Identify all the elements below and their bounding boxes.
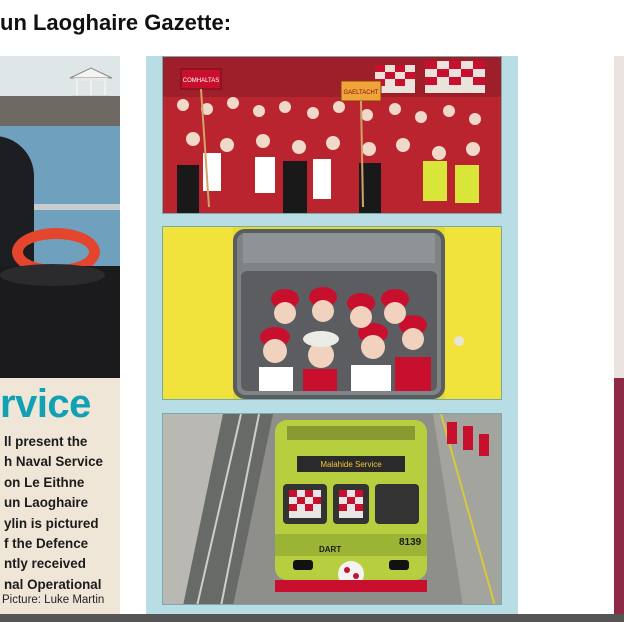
photo-column bbox=[146, 56, 518, 614]
crowd-illustration bbox=[163, 57, 502, 214]
article-body bbox=[4, 432, 120, 595]
dart-train-photo bbox=[162, 413, 502, 605]
article-line: ylin is pictured bbox=[4, 515, 99, 531]
banner-text: COMHALTAS bbox=[182, 78, 220, 84]
article-line: ntly received bbox=[4, 556, 86, 572]
train-window-illustration bbox=[163, 227, 502, 400]
dart-train-illustration bbox=[163, 414, 502, 605]
right-article bbox=[614, 56, 624, 616]
article-line: nal Operational bbox=[4, 576, 102, 592]
operator-logo: DART bbox=[319, 545, 342, 554]
page-bottom-bar bbox=[0, 614, 624, 622]
article-line: h Naval Service bbox=[4, 454, 104, 470]
left-article bbox=[0, 56, 120, 616]
train-window-photo bbox=[162, 226, 502, 400]
unit-number: 8139 bbox=[399, 537, 422, 548]
photo-credit: Picture: Luke Martin bbox=[2, 594, 105, 606]
article-line: un Laoghaire bbox=[4, 495, 89, 511]
article-line: f the Defence bbox=[4, 536, 89, 552]
destination-sign: Malahide Service bbox=[320, 460, 382, 469]
banner-text: GAELTACHT bbox=[343, 90, 379, 96]
crowd-photo bbox=[162, 56, 502, 214]
article-line: on Le Eithne bbox=[4, 474, 85, 490]
naval-officer-photo bbox=[0, 56, 120, 378]
bandstand-icon bbox=[68, 66, 114, 100]
article-kicker: rvice bbox=[0, 382, 91, 426]
gazette-header bbox=[0, 0, 624, 46]
article-line: ll present the bbox=[4, 434, 88, 449]
gazette-title: un Laoghaire Gazette: bbox=[0, 10, 232, 35]
